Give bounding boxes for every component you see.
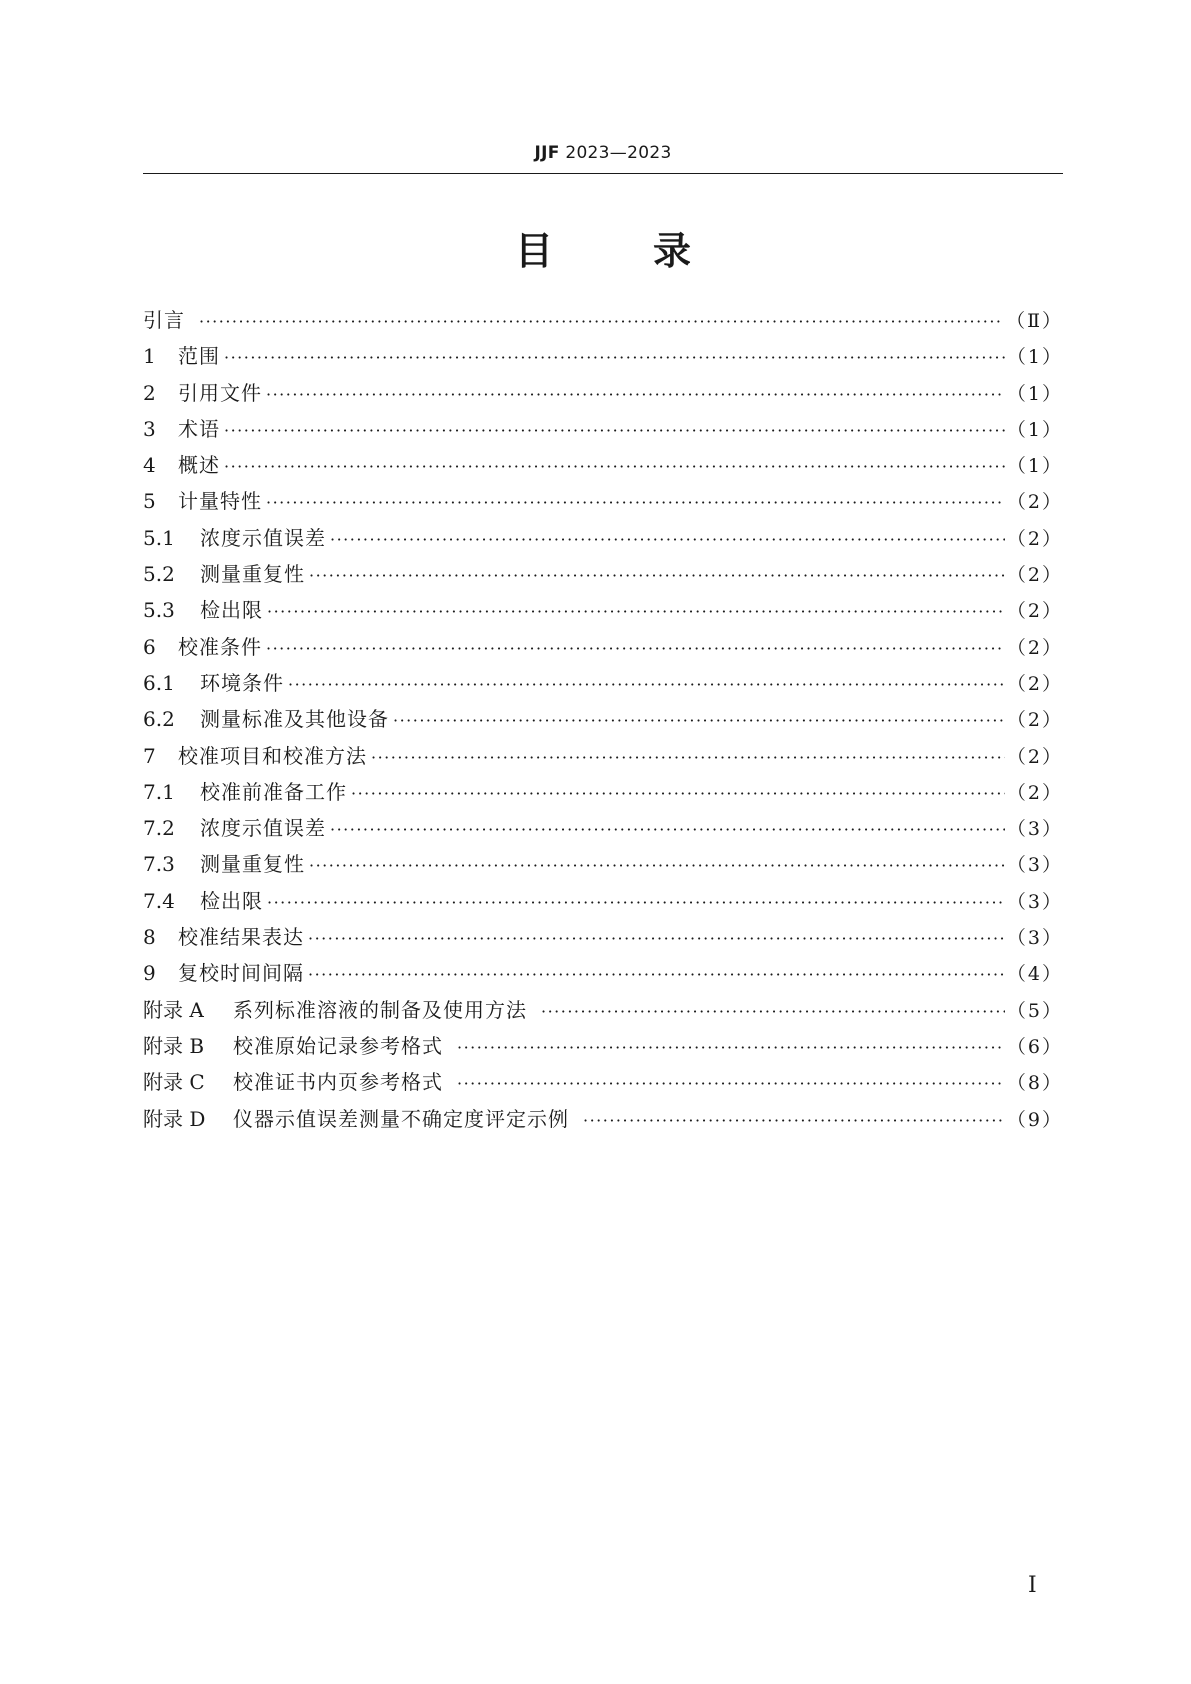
toc-entry-page: （2） bbox=[1006, 491, 1063, 514]
toc-entry-page: （4） bbox=[1006, 963, 1063, 986]
toc-entry[interactable] bbox=[143, 629, 1063, 665]
toc-title-char-1: 目 bbox=[514, 229, 553, 273]
toc-entry[interactable] bbox=[143, 955, 1063, 991]
toc-entry-page: （2） bbox=[1006, 709, 1063, 732]
toc-entry[interactable] bbox=[143, 411, 1063, 447]
toc-leader-dots bbox=[330, 522, 1005, 558]
toc-leader-dots bbox=[457, 1066, 1005, 1102]
toc-entry-number: 2 bbox=[143, 380, 156, 405]
toc-entry-page: （5） bbox=[1006, 999, 1063, 1022]
toc-entry-title: 引用文件 bbox=[178, 380, 262, 405]
toc-entry-number: 6 bbox=[143, 634, 156, 659]
toc-entry[interactable] bbox=[143, 483, 1063, 519]
toc-entry-title: 校准项目和校准方法 bbox=[178, 743, 367, 768]
toc-entry-number: 7.3 bbox=[143, 852, 175, 877]
toc-leader-dots bbox=[351, 776, 1005, 812]
toc-entry-number: 附录 D bbox=[143, 1106, 206, 1131]
document-code-number: 2023—2023 bbox=[565, 143, 672, 163]
toc-entry-page: （2） bbox=[1006, 745, 1063, 768]
toc-entry-page: （3） bbox=[1006, 927, 1063, 950]
toc-leader-dots bbox=[267, 594, 1005, 630]
toc-entry[interactable] bbox=[143, 846, 1063, 882]
toc-entry-page: （1） bbox=[1006, 418, 1063, 441]
toc-leader-dots bbox=[308, 921, 1005, 957]
toc-entry-number: 6.1 bbox=[143, 670, 175, 695]
toc-entry-number: 5.1 bbox=[143, 525, 175, 550]
toc-entry-number: 附录 A bbox=[143, 997, 204, 1022]
toc-entry-title: 检出限 bbox=[200, 888, 263, 913]
header-divider bbox=[143, 173, 1063, 174]
toc-leader-dots bbox=[583, 1103, 1005, 1139]
toc-entry[interactable] bbox=[143, 592, 1063, 628]
toc-leader-dots bbox=[371, 740, 1005, 776]
toc-entry-number: 3 bbox=[143, 416, 156, 441]
toc-leader-dots bbox=[199, 304, 1004, 340]
toc-entry-title: 校准条件 bbox=[178, 634, 262, 659]
toc-entry[interactable] bbox=[143, 774, 1063, 810]
toc-entry[interactable] bbox=[143, 1101, 1063, 1137]
toc-entry-number: 5.2 bbox=[143, 562, 175, 587]
toc-entry-title: 仪器示值误差测量不确定度评定示例 bbox=[233, 1106, 569, 1131]
toc-leader-dots bbox=[224, 413, 1005, 449]
toc-entry-title: 环境条件 bbox=[200, 670, 284, 695]
toc-leader-dots bbox=[309, 848, 1005, 884]
toc-entry[interactable] bbox=[143, 338, 1063, 374]
toc-leader-dots bbox=[330, 812, 1005, 848]
toc-entry[interactable] bbox=[143, 701, 1063, 737]
toc-entry-page: （3） bbox=[1006, 818, 1063, 841]
toc-entry-title: 浓度示值误差 bbox=[200, 816, 326, 841]
toc-entry-number: 7.1 bbox=[143, 779, 175, 804]
toc-entry-title: 校准证书内页参考格式 bbox=[233, 1070, 443, 1095]
toc-entry[interactable] bbox=[143, 810, 1063, 846]
toc-entry-title: 测量重复性 bbox=[200, 852, 305, 877]
toc-title bbox=[143, 220, 1063, 275]
toc-leader-dots bbox=[309, 558, 1005, 594]
toc-list bbox=[143, 302, 1063, 1137]
toc-leader-dots bbox=[541, 994, 1005, 1030]
toc-entry-number: 7.4 bbox=[143, 888, 175, 913]
toc-entry[interactable] bbox=[143, 992, 1063, 1028]
toc-entry-page: （3） bbox=[1006, 854, 1063, 877]
toc-leader-dots bbox=[224, 449, 1005, 485]
toc-entry-title: 计量特性 bbox=[178, 489, 262, 514]
toc-entry-page: （2） bbox=[1006, 564, 1063, 587]
toc-entry-number: 4 bbox=[143, 453, 156, 478]
toc-entry[interactable] bbox=[143, 1028, 1063, 1064]
toc-entry-title: 校准前准备工作 bbox=[200, 779, 347, 804]
toc-leader-dots bbox=[266, 485, 1005, 521]
toc-entry-number: 9 bbox=[143, 961, 156, 986]
toc-entry-title: 测量标准及其他设备 bbox=[200, 707, 389, 732]
toc-entry-page: （2） bbox=[1006, 672, 1063, 695]
toc-entry[interactable] bbox=[143, 302, 1063, 338]
toc-entry-number: 1 bbox=[143, 344, 156, 369]
toc-entry-page: （2） bbox=[1006, 527, 1063, 550]
toc-entry[interactable] bbox=[143, 665, 1063, 701]
toc-entry-number: 附录 C bbox=[143, 1070, 205, 1095]
toc-entry-page: （2） bbox=[1006, 636, 1063, 659]
toc-entry[interactable] bbox=[143, 375, 1063, 411]
document-code-header bbox=[143, 143, 1063, 163]
toc-entry[interactable] bbox=[143, 447, 1063, 483]
toc-entry-page: （2） bbox=[1006, 781, 1063, 804]
toc-leader-dots bbox=[288, 667, 1005, 703]
toc-entry-page: （Ⅱ） bbox=[1006, 310, 1063, 332]
toc-entry-page: （1） bbox=[1006, 455, 1063, 478]
toc-entry-title: 引言 bbox=[143, 308, 185, 332]
toc-entry-number: 8 bbox=[143, 925, 156, 950]
toc-leader-dots bbox=[267, 885, 1005, 921]
page-number: Ⅰ bbox=[1028, 1573, 1037, 1598]
toc-entry-title: 范围 bbox=[178, 344, 220, 369]
toc-entry-title: 浓度示值误差 bbox=[200, 525, 326, 550]
toc-entry-number: 5.3 bbox=[143, 598, 175, 623]
toc-entry-number: 5 bbox=[143, 489, 156, 514]
toc-entry-title: 系列标准溶液的制备及使用方法 bbox=[233, 997, 527, 1022]
toc-entry-title: 测量重复性 bbox=[200, 562, 305, 587]
toc-entry-page: （3） bbox=[1006, 890, 1063, 913]
toc-leader-dots bbox=[393, 703, 1005, 739]
toc-entry-page: （6） bbox=[1006, 1035, 1063, 1058]
document-code-prefix: JJF bbox=[534, 143, 560, 163]
toc-entry-title: 概述 bbox=[178, 453, 220, 478]
toc-entry-title: 校准结果表达 bbox=[178, 925, 304, 950]
toc-entry-page: （8） bbox=[1006, 1072, 1063, 1095]
toc-entry[interactable] bbox=[143, 520, 1063, 556]
toc-leader-dots bbox=[266, 631, 1005, 667]
toc-leader-dots bbox=[224, 340, 1005, 376]
toc-leader-dots bbox=[308, 957, 1005, 993]
toc-entry-title: 术语 bbox=[178, 416, 220, 441]
toc-entry-number: 7.2 bbox=[143, 816, 175, 841]
toc-entry-page: （2） bbox=[1006, 600, 1063, 623]
toc-entry-number: 附录 B bbox=[143, 1033, 205, 1058]
toc-leader-dots bbox=[457, 1030, 1005, 1066]
toc-leader-dots bbox=[266, 377, 1005, 413]
toc-entry-page: （1） bbox=[1006, 382, 1063, 405]
toc-entry-title: 复校时间间隔 bbox=[178, 961, 304, 986]
toc-entry-title: 校准原始记录参考格式 bbox=[233, 1033, 443, 1058]
toc-entry[interactable] bbox=[143, 883, 1063, 919]
toc-entry-page: （9） bbox=[1006, 1108, 1063, 1131]
toc-entry[interactable] bbox=[143, 738, 1063, 774]
toc-entry[interactable] bbox=[143, 1064, 1063, 1100]
toc-entry[interactable] bbox=[143, 919, 1063, 955]
toc-entry-page: （1） bbox=[1006, 346, 1063, 369]
toc-entry-number: 7 bbox=[143, 743, 156, 768]
toc-entry-number: 6.2 bbox=[143, 707, 175, 732]
toc-entry-title: 检出限 bbox=[200, 598, 263, 623]
toc-title-char-2: 录 bbox=[653, 229, 692, 273]
toc-entry[interactable] bbox=[143, 556, 1063, 592]
